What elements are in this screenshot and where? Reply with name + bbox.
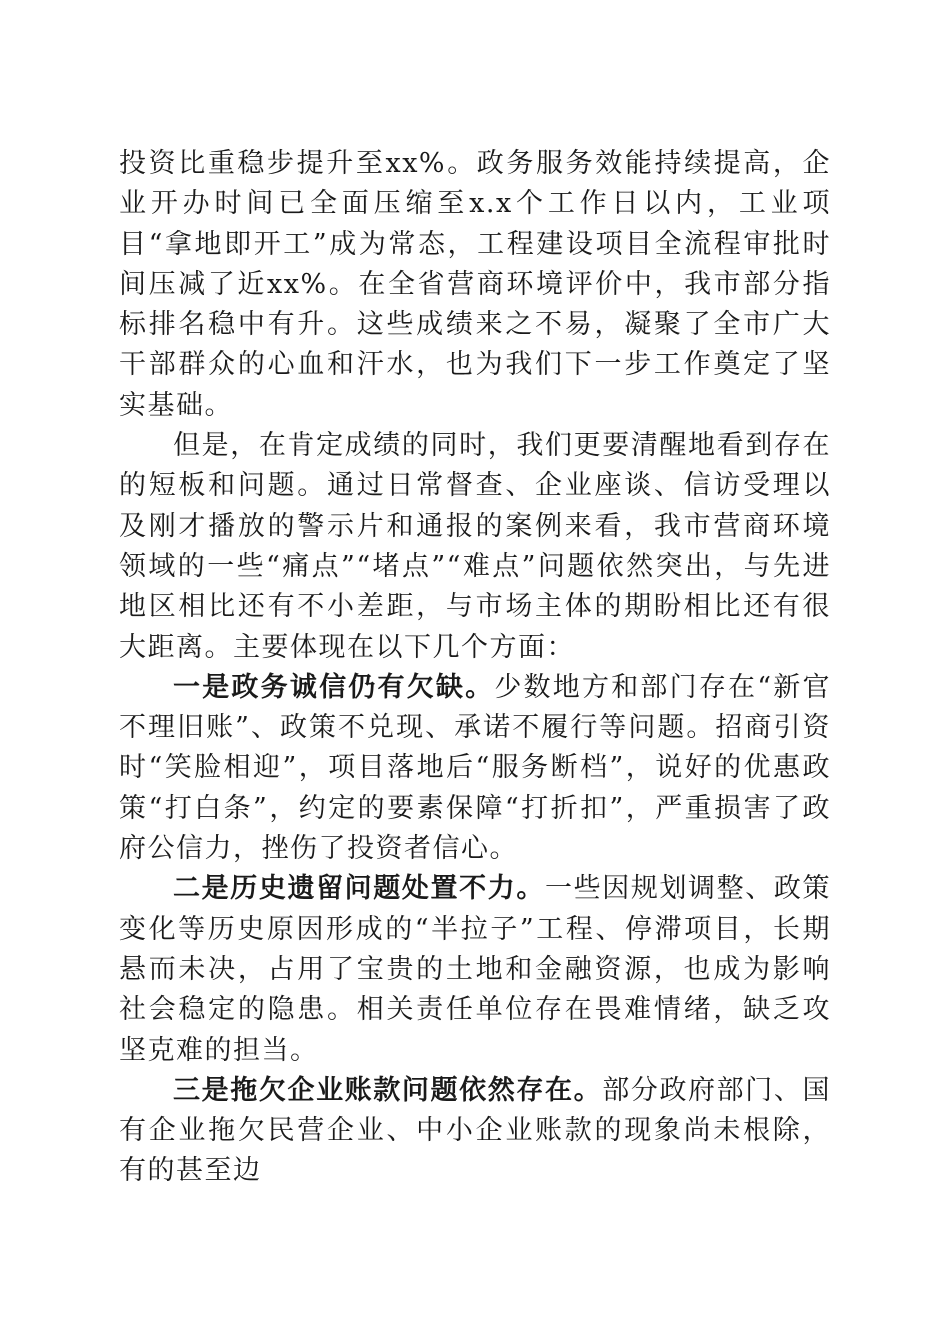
document-body: [119, 144, 831, 1192]
paragraph-problems-intro: [119, 426, 831, 668]
paragraph-issue-legacy: [119, 869, 831, 1070]
paragraph-lead: 三是拖欠企业账款问题依然存在。: [173, 1074, 603, 1106]
paragraph-lead: 一是政务诚信仍有欠缺。: [173, 671, 495, 703]
paragraph-text: 但是，在肯定成绩的同时，我们更要清醒地看到存在的短板和问题。通过日常督查、企业座谈、信访受理以及刚才播放的警示片和通报的案例来看，我市营商环境领域的一些“痛点”“堵点”“难点”问题依然突出，与先进地区相比还有不小差距，与市场主体的期盼相比还有很大距离。主要体现在以下几个方面：: [119, 430, 831, 663]
paragraph-issue-integrity: [119, 668, 831, 869]
paragraph-issue-arrears: [119, 1071, 831, 1192]
paragraph-text: 投资比重稳步提升至xx%。政务服务效能持续提高，企业开办时间已全面压缩至x.x个工作日以内，工业项目“拿地即开工”成为常态，工程建设项目全流程审批时间压减了近xx%。在全省营商环境评价中，我市部分指标排名稳中有升。这些成绩来之不易，凝聚了全市广大干部群众的心血和汗水，也为我们下一步工作奠定了坚实基础。: [119, 148, 831, 421]
paragraph-lead: 二是历史遗留问题处置不力。: [173, 873, 545, 905]
paragraph-achievements: [119, 144, 831, 426]
paragraph-text: 一些因规划调整、政策变化等历史原因形成的“半拉子”工程、停滞项目，长期悬而未决，占用了宝贵的土地和金融资源，也成为影响社会稳定的隐患。相关责任单位存在畏难情绪，缺乏攻坚克难的担当。: [119, 873, 832, 1066]
paragraph-text: 部分政府部门、国有企业拖欠民营企业、中小企业账款的现象尚未根除，有的甚至边: [119, 1074, 832, 1187]
paragraph-text: 少数地方和部门存在“新官不理旧账”、政策不兑现、承诺不履行等问题。招商引资时“笑脸相迎”，项目落地后“服务断档”，说好的优惠政策“打白条”，约定的要素保障“打折扣”，严重损害了政府公信力，挫伤了投资者信心。: [119, 671, 831, 865]
